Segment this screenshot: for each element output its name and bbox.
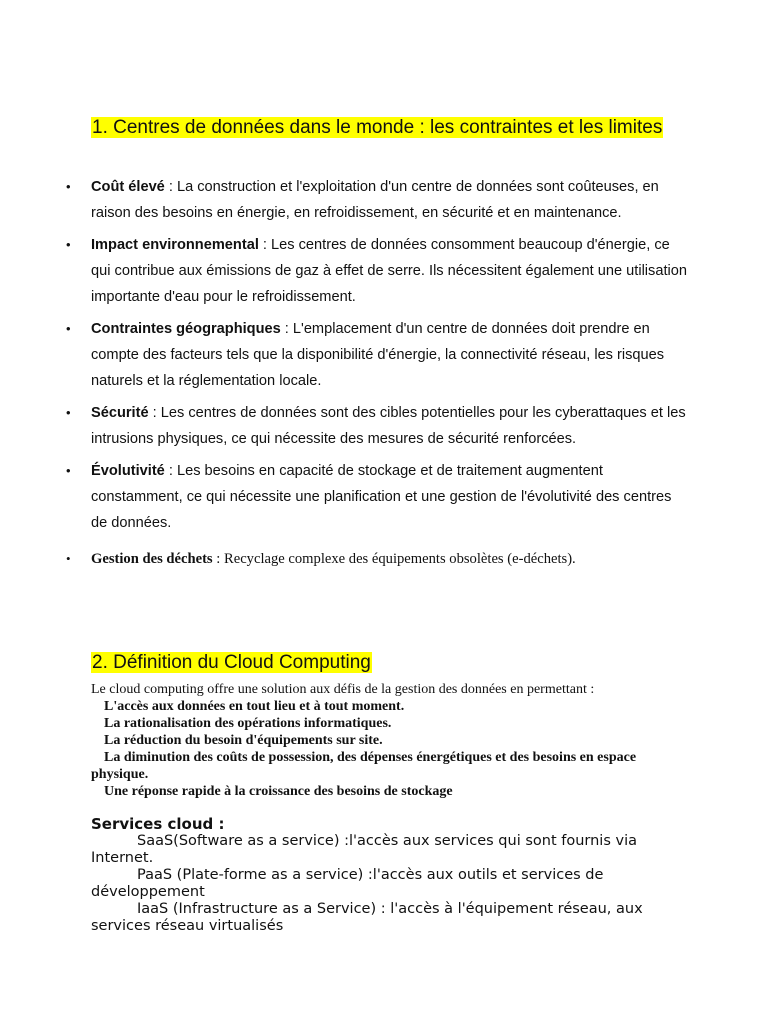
list-item <box>91 316 691 394</box>
list-item-text: : Les centres de données consomment beaucoup d'énergie, ce qui contribue aux émissions de gaz à effet de serre. Ils nécessitent également une utilisation importante d'eau pour le refroidissement. <box>91 237 687 305</box>
constraints-list <box>91 174 691 576</box>
list-item-text: : Les centres de données sont des cibles potentielles pour les cyberattaques et les intrusions physiques, ce qui nécessite des mesures de sécurité renforcées. <box>91 405 686 447</box>
benefit-item: L'accès aux données en tout lieu et à tout moment. <box>104 699 405 714</box>
service-item: IaaS (Infrastructure as a Service) : l'accès à l'équipement réseau, aux services réseau virtualisés <box>91 901 643 934</box>
services-title: Services cloud : <box>91 815 225 833</box>
benefit-item: La diminution des coûts de possession, des dépenses énergétiques et des besoins en espace physique. <box>91 750 637 782</box>
cloud-services <box>91 816 671 935</box>
list-item-text: : Recyclage complexe des équipements obsolètes (e-déchets). <box>212 551 576 567</box>
benefit-item: La rationalisation des opérations informatiques. <box>104 716 392 731</box>
list-item <box>91 174 691 226</box>
list-item-text: : La construction et l'exploitation d'un centre de données sont coûteuses, en raison des besoins en énergie, en refroidissement, en sécurité et en maintenance. <box>91 179 659 221</box>
section2-heading <box>91 650 372 675</box>
service-item: PaaS (Plate-forme as a service) :l'accès aux outils et services de développement <box>91 867 604 900</box>
section1-heading-text: 1. Centres de données dans le monde : les contraintes et les limites <box>92 117 663 138</box>
list-item-term: Gestion des déchets <box>91 551 213 567</box>
list-item-term: Sécurité <box>91 405 149 421</box>
list-item-term: Coût élevé <box>91 179 165 195</box>
benefit-item: Une réponse rapide à la croissance des besoins de stockage <box>104 784 453 799</box>
list-item <box>91 458 691 536</box>
section2-heading-text: 2. Définition du Cloud Computing <box>92 652 371 673</box>
list-item <box>91 548 691 570</box>
section1-heading <box>91 115 671 140</box>
list-item-term: Contraintes géographiques <box>91 321 281 337</box>
list-item-term: Évolutivité <box>91 463 165 479</box>
service-item: SaaS(Software as a service) :l'accès aux services qui sont fournis via Internet. <box>91 833 637 866</box>
benefit-item: La réduction du besoin d'équipements sur site. <box>104 733 383 748</box>
list-item-text: : Les besoins en capacité de stockage et de traitement augmentent constamment, ce qui nécessite une planification et une gestion de l'évolutivité des centres de données. <box>91 463 672 531</box>
list-item-text: : L'emplacement d'un centre de données doit prendre en compte des facteurs tels que la disponibilité d'énergie, la connectivité réseau, les risques naturels et la réglementation locale. <box>91 321 665 389</box>
list-item-term: Impact environnemental <box>91 237 259 253</box>
cloud-intro: Le cloud computing offre une solution aux défis de la gestion des données en permettant : <box>91 682 595 697</box>
list-item <box>91 232 691 310</box>
list-item <box>91 400 691 452</box>
cloud-definition <box>91 681 681 800</box>
